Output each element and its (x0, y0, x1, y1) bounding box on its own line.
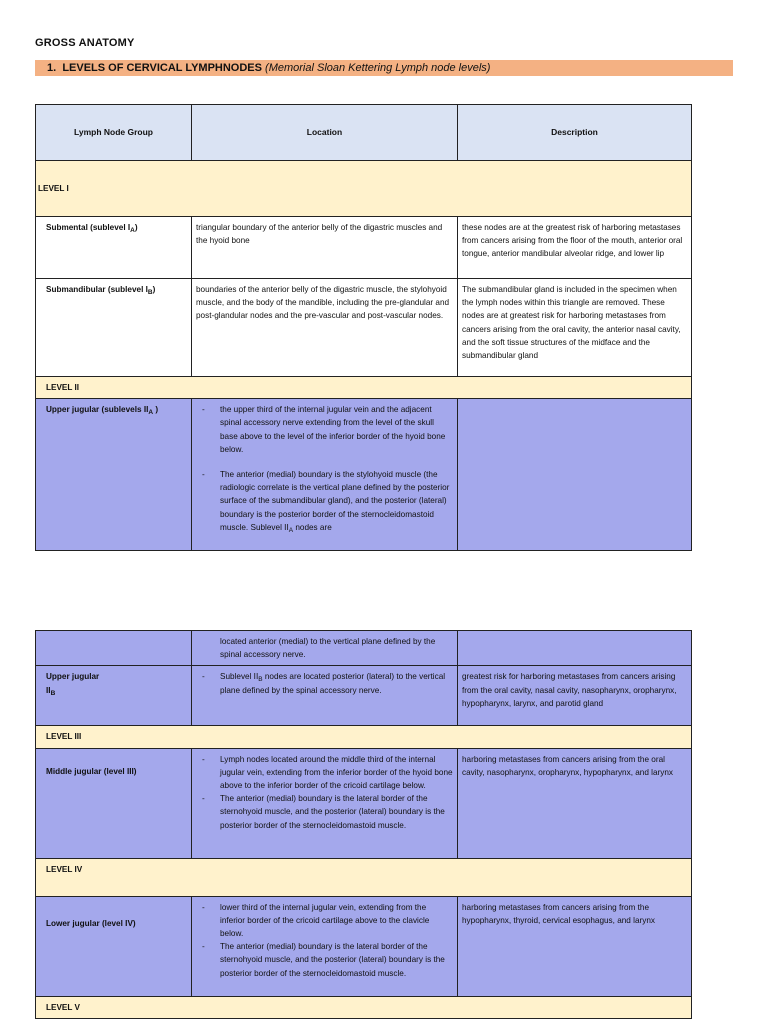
group-name-upper-jugular-a (36, 399, 192, 551)
group-name-text-2: II (46, 685, 51, 695)
sublevel-subscript: A (130, 227, 135, 234)
group-name-lower-jugular: Lower jugular (level IV) (36, 896, 192, 996)
header-description: Description (458, 105, 692, 161)
table-row-continuation (36, 631, 692, 666)
bullet-text: Sublevel II (220, 672, 259, 682)
level-v-label: LEVEL V (36, 996, 692, 1018)
location-bullet (196, 468, 453, 534)
lymph-node-table-page-1 (35, 104, 692, 551)
group-name-submental (36, 217, 192, 279)
location-bullet: - lower third of the internal jugular vein, extending from the inferior border of the cricoid cartilage above to the clavicle below. (196, 901, 453, 941)
group-name-continuation (36, 631, 192, 666)
level-i-label: LEVEL I (36, 161, 692, 217)
level-iv-label: LEVEL IV (36, 858, 692, 896)
table-header-row (36, 105, 692, 161)
level-iii-label: LEVEL III (36, 726, 692, 748)
continuation-text: located anterior (medial) to the vertical plane defined by the spinal accessory nerve. (220, 637, 436, 660)
level-row-iii (36, 726, 692, 748)
group-name-close: ) (152, 285, 156, 294)
sublevel-subscript: A (288, 526, 294, 534)
level-row-i (36, 161, 692, 217)
table-row-submental (36, 217, 692, 279)
section-subtitle: (Memorial Sloan Kettering Lymph node levels) (265, 62, 491, 74)
description-upper-jugular-b: greatest risk for harboring metastases from cancers arising from the oral cavity, nasal cavity, nasopharynx, oropharynx, hypopharynx, larynx, and parotid gland (458, 666, 692, 726)
header-lymph-node-group: Lymph Node Group (36, 105, 192, 161)
bullet-text-tail: nodes are located posterior (lateral) to the vertical plane defined by the spinal accessory nerve. (220, 672, 446, 695)
table-row-middle-jugular (36, 748, 692, 858)
location-bullet (196, 670, 453, 696)
table-row-submandibular (36, 279, 692, 377)
section-title: LEVELS OF CERVICAL LYMPHNODES (62, 62, 262, 74)
sublevel-subscript: B (50, 689, 56, 697)
section-heading (35, 60, 733, 76)
bullet-text: The anterior (medial) boundary is the stylohyoid muscle (the radiologic correlate is the vertical plane defined by the posterior surface of the submandibular gland), and the posterior (lateral) boundary is the posterior border of the sternocleidomastoid muscle. Sublevel II (220, 470, 450, 532)
level-row-v (36, 996, 692, 1018)
description-lower-jugular: harboring metastases from cancers arising from the hypopharynx, thyroid, cervical esophagus, and larynx (458, 896, 692, 996)
level-ii-label: LEVEL II (36, 377, 692, 399)
location-continuation (192, 631, 458, 666)
table-row-upper-jugular-b (36, 666, 692, 726)
group-name-text: Submandibular (sublevel I (46, 285, 148, 294)
bullet-text-tail: nodes are (293, 522, 332, 532)
location-bullet-list (196, 670, 453, 696)
table-row-upper-jugular-a (36, 399, 692, 551)
description-submental: these nodes are at the greatest risk of harboring metastases from cancers arising from the floor of the mouth, anterior oral tongue, anterior mandibular alveolar ridge, and lower lip (458, 217, 692, 279)
location-middle-jugular (192, 748, 458, 858)
group-name-text: Submental (sublevel I (46, 223, 131, 232)
location-bullet-list (196, 901, 453, 980)
description-submandibular: The submandibular gland is included in the specimen when the lymph nodes within this triangle are removed. These nodes are at greatest risk for harboring metastases from cancers arising from the oral cavity, the anterior nasal cavity, and the soft tissue structures of the midface and the submandibular gland (458, 279, 692, 377)
table-row-lower-jugular (36, 896, 692, 996)
section-number: 1. (47, 62, 57, 74)
group-name-submandibular (36, 279, 192, 377)
location-upper-jugular-a (192, 399, 458, 551)
group-name-close: ) (134, 223, 138, 232)
header-location: Location (192, 105, 458, 161)
group-name-text: Upper jugular (sublevels II (46, 405, 149, 415)
group-name-middle-jugular: Middle jugular (level III) (36, 748, 192, 858)
location-bullet-list (196, 753, 453, 832)
location-bullet: - Lymph nodes located around the middle third of the internal jugular vein, extending from the inferior border of the hyoid bone above to the inferior border of the cricoid cartilage below. (196, 753, 453, 793)
sublevel-subscript: B (147, 289, 153, 296)
sublevel-subscript: B (258, 676, 263, 684)
lymph-node-table-page-2 (35, 630, 692, 1019)
group-name-close: ) (153, 405, 159, 415)
location-upper-jugular-b (192, 666, 458, 726)
group-name-upper-jugular-b (36, 666, 192, 726)
location-submental: triangular boundary of the anterior belly of the digastric muscles and the hyoid bone (192, 217, 458, 279)
location-bullet: - the upper third of the internal jugular vein and the adjacent spinal accessory nerve extending from the level of the skull base above to the level of the inferior border of the hyoid bone below. (196, 403, 453, 456)
level-row-iv (36, 858, 692, 896)
location-bullet: - The anterior (medial) boundary is the lateral border of the sternohyoid muscle, and the posterior (lateral) boundary is the posterior border of the sternocleidomastoid muscle. (196, 940, 453, 980)
sublevel-subscript: A (148, 409, 154, 417)
level-row-ii (36, 377, 692, 399)
document-title: GROSS ANATOMY (35, 37, 135, 49)
location-lower-jugular (192, 896, 458, 996)
location-submandibular: boundaries of the anterior belly of the digastric muscle, the stylohyoid muscle, and the body of the mandible, including the pre-glandular and post-glandular nodes and the pre-vascular and post-vascular nodes. (192, 279, 458, 377)
location-bullet: - The anterior (medial) boundary is the lateral border of the sternohyoid muscle, and the posterior (lateral) boundary is the posterior border of the sternocleidomastoid muscle. (196, 792, 453, 832)
description-upper-jugular-a (458, 399, 692, 551)
location-bullet-list (196, 403, 453, 534)
group-name-text: Upper jugular (46, 672, 100, 682)
description-continuation (458, 631, 692, 666)
description-middle-jugular: harboring metastases from cancers arising from the oral cavity, nasopharynx, oropharynx, hypopharynx, and larynx (458, 748, 692, 858)
